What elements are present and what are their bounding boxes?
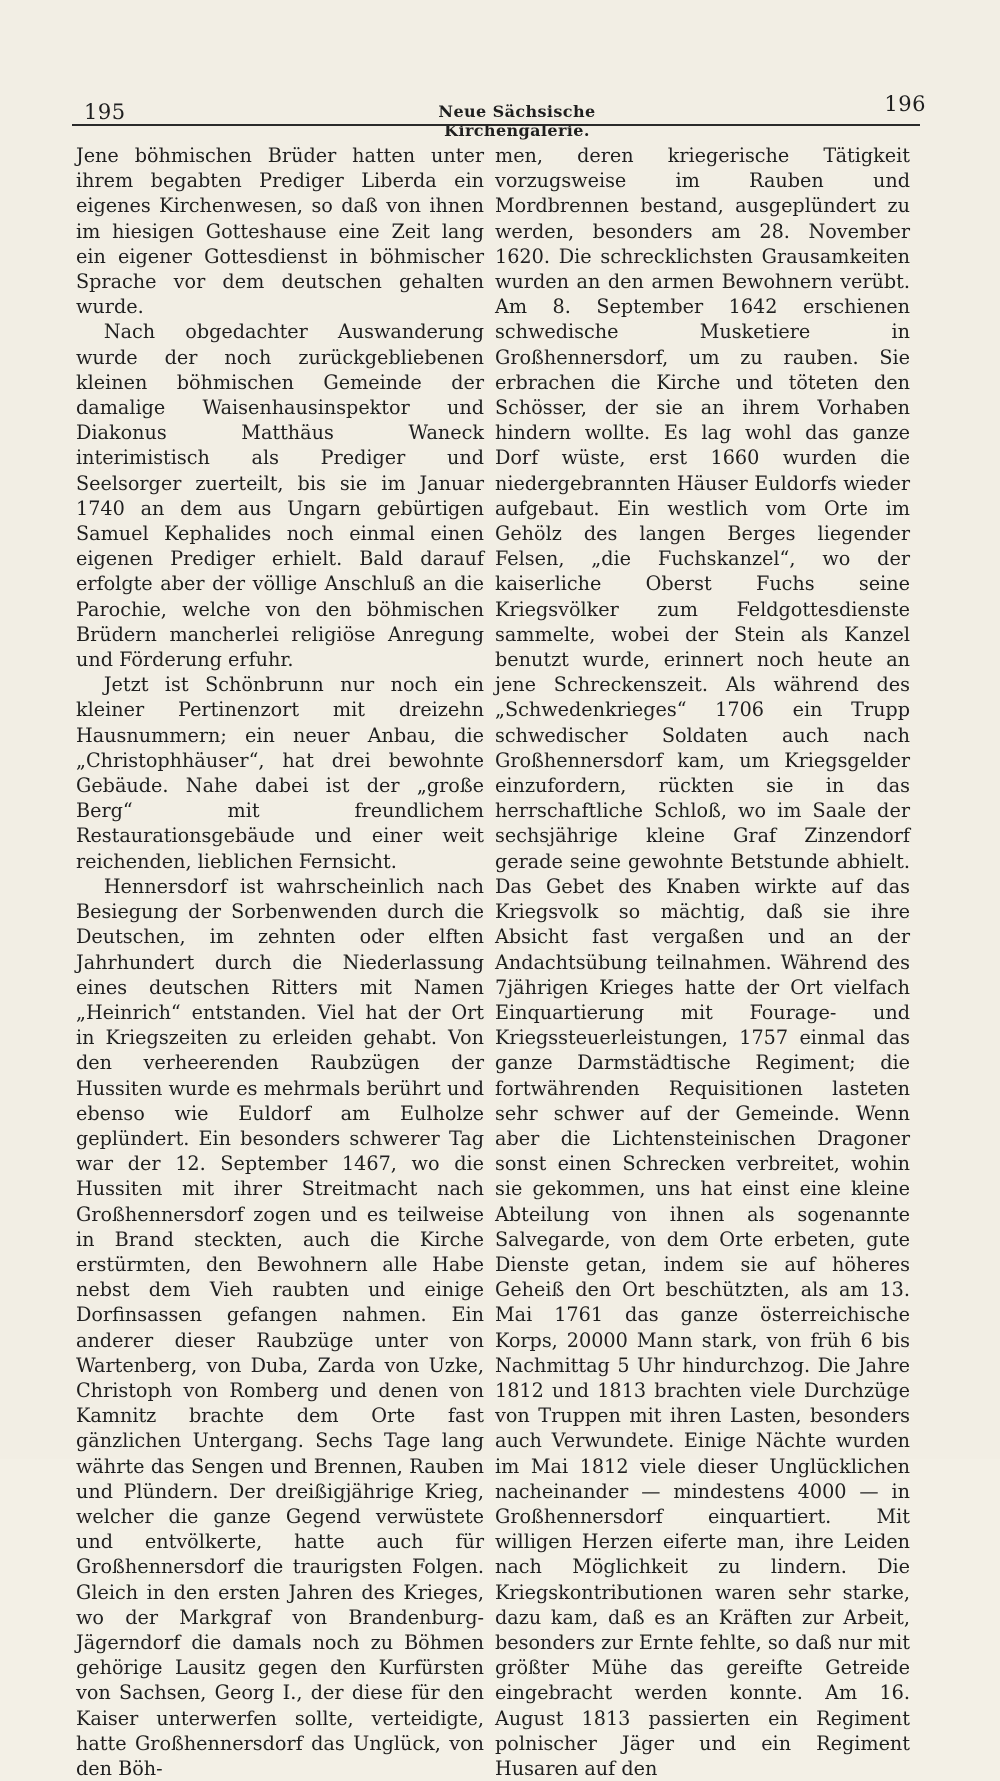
- left-column: [76, 143, 484, 1781]
- page-number-left: 195: [84, 100, 126, 124]
- header-rule: [72, 124, 920, 126]
- paragraph: Jetzt ist Schönbrunn nur noch ein kleiner Pertinenzort mit dreizehn Hausnummern; ein neuer Anbau, die „Christophhäuser“, hat drei bewohnte Gebäude. Nahe dabei ist der „große Berg“ mit freundlichem Restaurationsgebäude und einer weit reichenden, lieblichen Fernsicht.: [76, 673, 484, 873]
- paragraph: Nach obgedachter Auswanderung wurde der noch zurückgebliebenen kleinen böhmischen Gemeinde der damalige Waisenhausinspektor und Diakonus Matthäus Waneck interimistisch als Prediger und Seelsorger zuerteilt, bis sie im Januar 1740 an dem aus Ungarn gebürtigen Samuel Kephalides noch einmal einen eigenen Prediger erhielt. Bald darauf erfolgte aber der völlige Anschluß an die Parochie, welche von den böhmischen Brüdern mancherlei religiöse Anregung und Förderung erfuhr.: [76, 320, 484, 672]
- column-divider: [489, 143, 490, 1367]
- paragraph: Jene böhmischen Brüder hatten unter ihrem begabten Prediger Liberda ein eigenes Kirchenwesen, so daß von ihnen im hiesigen Gotteshause eine Zeit lang ein eigener Gottesdienst in böhmischer Sprache vor dem deutschen gehalten wurde.: [76, 144, 484, 319]
- page-number-right: 196: [884, 92, 926, 116]
- right-column: [495, 143, 910, 1781]
- paragraph: men, deren kriegerische Tätigkeit vorzugsweise im Rauben und Mordbrennen bestand, ausgeplündert zu werden, besonders am 28. November 1620. Die schrecklichsten Grausamkeiten wurden an den armen Bewohnern verübt. Am 8. September 1642 erschienen schwedische Musketiere in Großhennersdorf, um zu rauben. Sie erbrachen die Kirche und töteten den Schösser, der sie an ihrem Vorhaben hindern wollte. Es lag wohl das ganze Dorf wüste, erst 1660 wurden die niedergebrannten Häuser Euldorfs wieder aufgebaut. Ein westlich vom Orte im Gehölz des langen Berges liegender Felsen, „die Fuchskanzel“, wo der kaiserliche Oberst Fuchs seine Kriegsvölker zum Feldgottesdienste sammelte, wobei der Stein als Kanzel benutzt wurde, erinnert noch heute an jene Schreckenszeit. Als während des „Schwedenkrieges“ 1706 ein Trupp schwedischer Soldaten auch nach Großhennersdorf kam, um Kriegsgelder einzufordern, rückten sie in das herrschaftliche Schloß, wo im Saale der sechsjährige kleine Graf Zinzendorf gerade seine gewohnte Betstunde abhielt. Das Gebet des Knaben wirkte auf das Kriegsvolk so mächtig, daß sie ihre Absicht fast vergaßen und an der Andachtsübung teilnahmen. Während des 7jährigen Krieges hatte der Ort vielfach Einquartierung mit Fourage- und Kriegssteuerleistungen, 1757 einmal das ganze Darmstädtische Regiment; die fortwährenden Requisitionen lasteten sehr schwer auf der Gemeinde. Wenn aber die Lichtensteinischen Dragoner sonst einen Schrecken verbreitet, wohin sie gekommen, uns hat einst eine kleine Abteilung von ihnen als sogenannte Salvegarde, von dem Orte erbeten, gute Dienste getan, indem sie auf höheres Geheiß den Ort beschützten, als am 13. Mai 1761 das ganze österreichische Korps, 20000 Mann stark, von früh 6 bis Nachmittag 5 Uhr hindurchzog. Die Jahre 1812 und 1813 brachten viele Durchzüge von Truppen mit ihren Lasten, besonders auch Verwundete. Einige Nächte wurden im Mai 1812 viele dieser Unglücklichen nacheinander — mindestens 4000 — in Großhennersdorf einquartiert. Mit willigen Herzen eiferte man, ihre Leiden nach Möglichkeit zu lindern. Die Kriegskontributionen waren sehr starke, dazu kam, daß es an Kräften zur Arbeit, besonders zur Ernte fehlte, so daß nur mit größter Mühe das gereifte Getreide eingebracht werden konnte. Am 16. August 1813 passierten ein Regiment polnischer Jäger und ein Regiment Husaren auf den: [495, 144, 910, 1780]
- page-header: [72, 92, 926, 140]
- paragraph: Hennersdorf ist wahrscheinlich nach Besiegung der Sorbenwenden durch die Deutschen, im zehnten oder elften Jahrhundert durch die Niederlassung eines deutschen Ritters mit Namen „Heinrich“ entstanden. Viel hat der Ort in Kriegszeiten zu erleiden gehabt. Von den verheerenden Raubzügen der Hussiten wurde es mehrmals berührt und ebenso wie Euldorf am Eulholze geplündert. Ein besonders schwerer Tag war der 12. September 1467, wo die Hussiten mit ihrer Streitmacht nach Großhennersdorf zogen und es teilweise in Brand steckten, auch die Kirche erstürmten, den Bewohnern alle Habe nebst dem Vieh raubten und einige Dorfinsassen gefangen nahmen. Ein anderer dieser Raubzüge unter von Wartenberg, von Duba, Zarda von Uzke, Christoph von Romberg und denen von Kamnitz brachte dem Orte fast gänzlichen Untergang. Sechs Tage lang währte das Sengen und Brennen, Rauben und Plündern. Der dreißigjährige Krieg, welcher die ganze Gegend verwüstete und entvölkerte, hatte auch für Großhennersdorf die traurigsten Folgen. Gleich in den ersten Jahren des Krieges, wo der Markgraf von Brandenburg-Jägerndorf die damals noch zu Böhmen gehörige Lausitz gegen den Kurfürsten von Sachsen, Georg I., der diese für den Kaiser unterwerfen sollte, verteidigte, hatte Großhennersdorf das Unglück, von den Böh-: [76, 874, 484, 1780]
- running-title: Neue Sächsische Kirchengalerie.: [438, 102, 596, 140]
